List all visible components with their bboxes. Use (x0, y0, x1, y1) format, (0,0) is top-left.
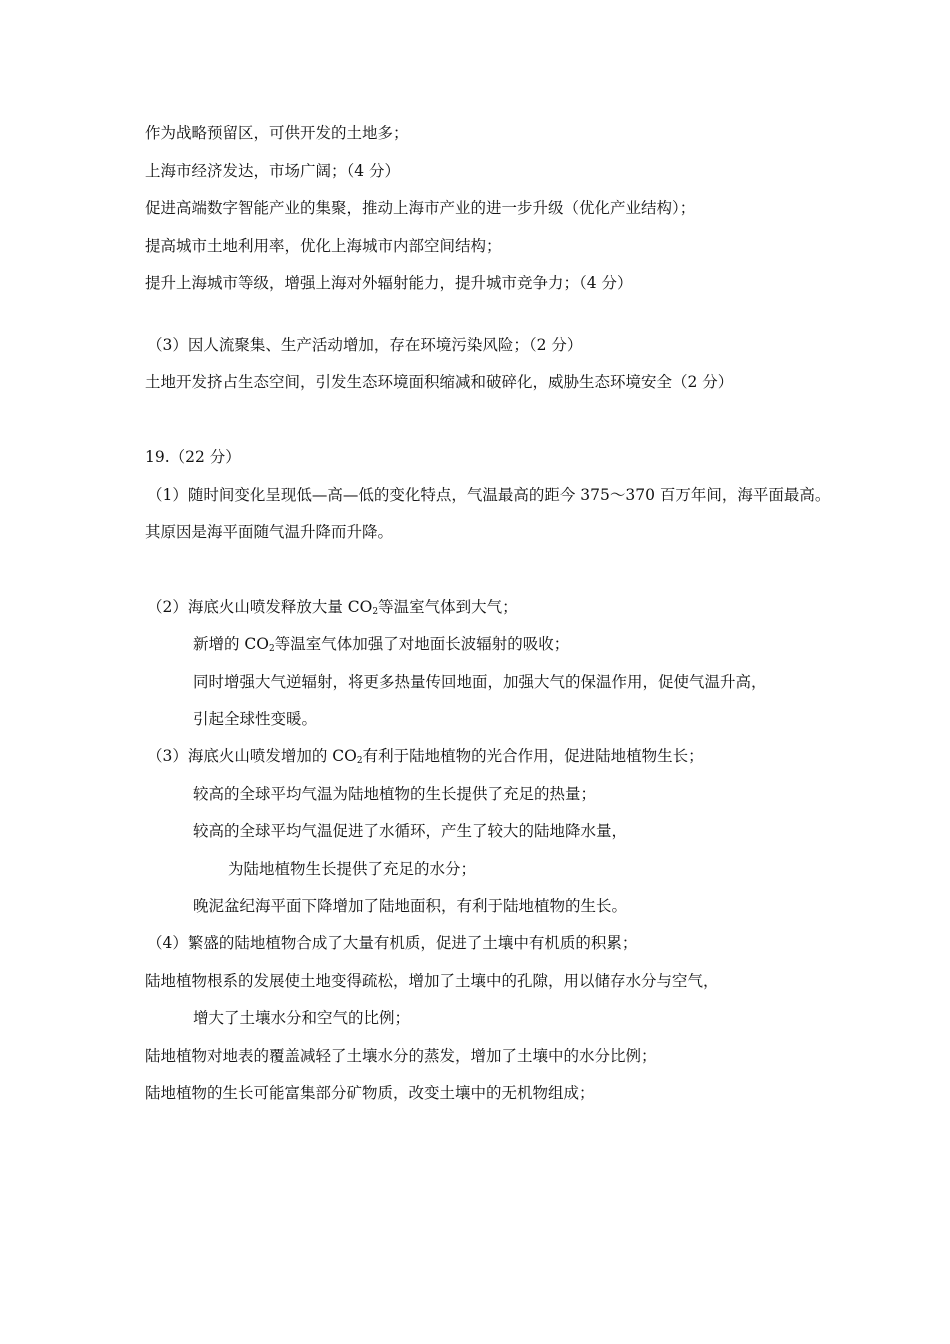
q19-part1-line: 其原因是海平面随气温升降而升降。 (145, 523, 394, 541)
q19-part3-line: 较高的全球平均气温为陆地植物的生长提供了充足的热量； (193, 785, 597, 803)
q19-part3-line: 为陆地植物生长提供了充足的水分； (228, 860, 477, 878)
q19-part2-line: （2）海底火山喷发释放大量 $CO_2$等温室气体到大气； (147, 598, 518, 617)
q19-part3-line: 较高的全球平均气温促进了水循环，产生了较大的陆地降水量， (193, 822, 628, 840)
q18-part3-line: 土地开发挤占生态空间，引发生态环境面积缩减和破碎化，威胁生态环境安全（2 分） (145, 373, 734, 391)
q19-part2-line: 同时增强大气逆辐射，将更多热量传回地面，加强大气的保温作用，促使气温升高， (193, 673, 767, 691)
q19-part2-line: 新增的 $CO_2$等温室气体加强了对地面长波辐射的吸收； (193, 635, 570, 654)
q19-part1-line: （1）随时间变化呈现低—高—低的变化特点，气温最高的距今 375～370 百万年间，海平面最高。 (147, 486, 831, 504)
q19-part4-line: （4）繁盛的陆地植物合成了大量有机质，促进了土壤中有机质的积累； (147, 934, 638, 952)
q19-part2-line: 引起全球性变暖。 (193, 710, 318, 728)
answer-line: 提升上海城市等级，增强上海对外辐射能力，提升城市竞争力；（4 分） (145, 274, 633, 292)
question-header: 19.（22 分） (145, 448, 241, 466)
q19-part3-line: （3）海底火山喷发增加的 $CO_2$有利于陆地植物的光合作用，促进陆地植物生长； (147, 747, 704, 766)
q19-part3-line: 晚泥盆纪海平面下降增加了陆地面积，有利于陆地植物的生长。 (193, 897, 628, 915)
q18-part3-line: （3）因人流聚集、生产活动增加，存在环境污染风险；（2 分） (147, 336, 583, 354)
answer-line: 促进高端数字智能产业的集聚，推动上海市产业的进一步升级（优化产业结构）； (145, 199, 696, 217)
q19-part4-line: 陆地植物对地表的覆盖减轻了土壤水分的蒸发，增加了土壤中的水分比例； (145, 1047, 657, 1065)
answer-line: 作为战略预留区，可供开发的土地多； (145, 124, 409, 142)
q19-part4-line: 陆地植物根系的发展使土地变得疏松，增加了土壤中的孔隙，用以储存水分与空气， (145, 972, 719, 990)
answer-line: 上海市经济发达，市场广阔；（4 分） (145, 162, 401, 180)
q19-part4-line: 陆地植物的生长可能富集部分矿物质，改变土壤中的无机物组成； (145, 1084, 595, 1102)
q19-part4-line: 增大了土壤水分和空气的比例； (193, 1009, 411, 1027)
answer-line: 提高城市土地利用率，优化上海城市内部空间结构； (145, 237, 502, 255)
